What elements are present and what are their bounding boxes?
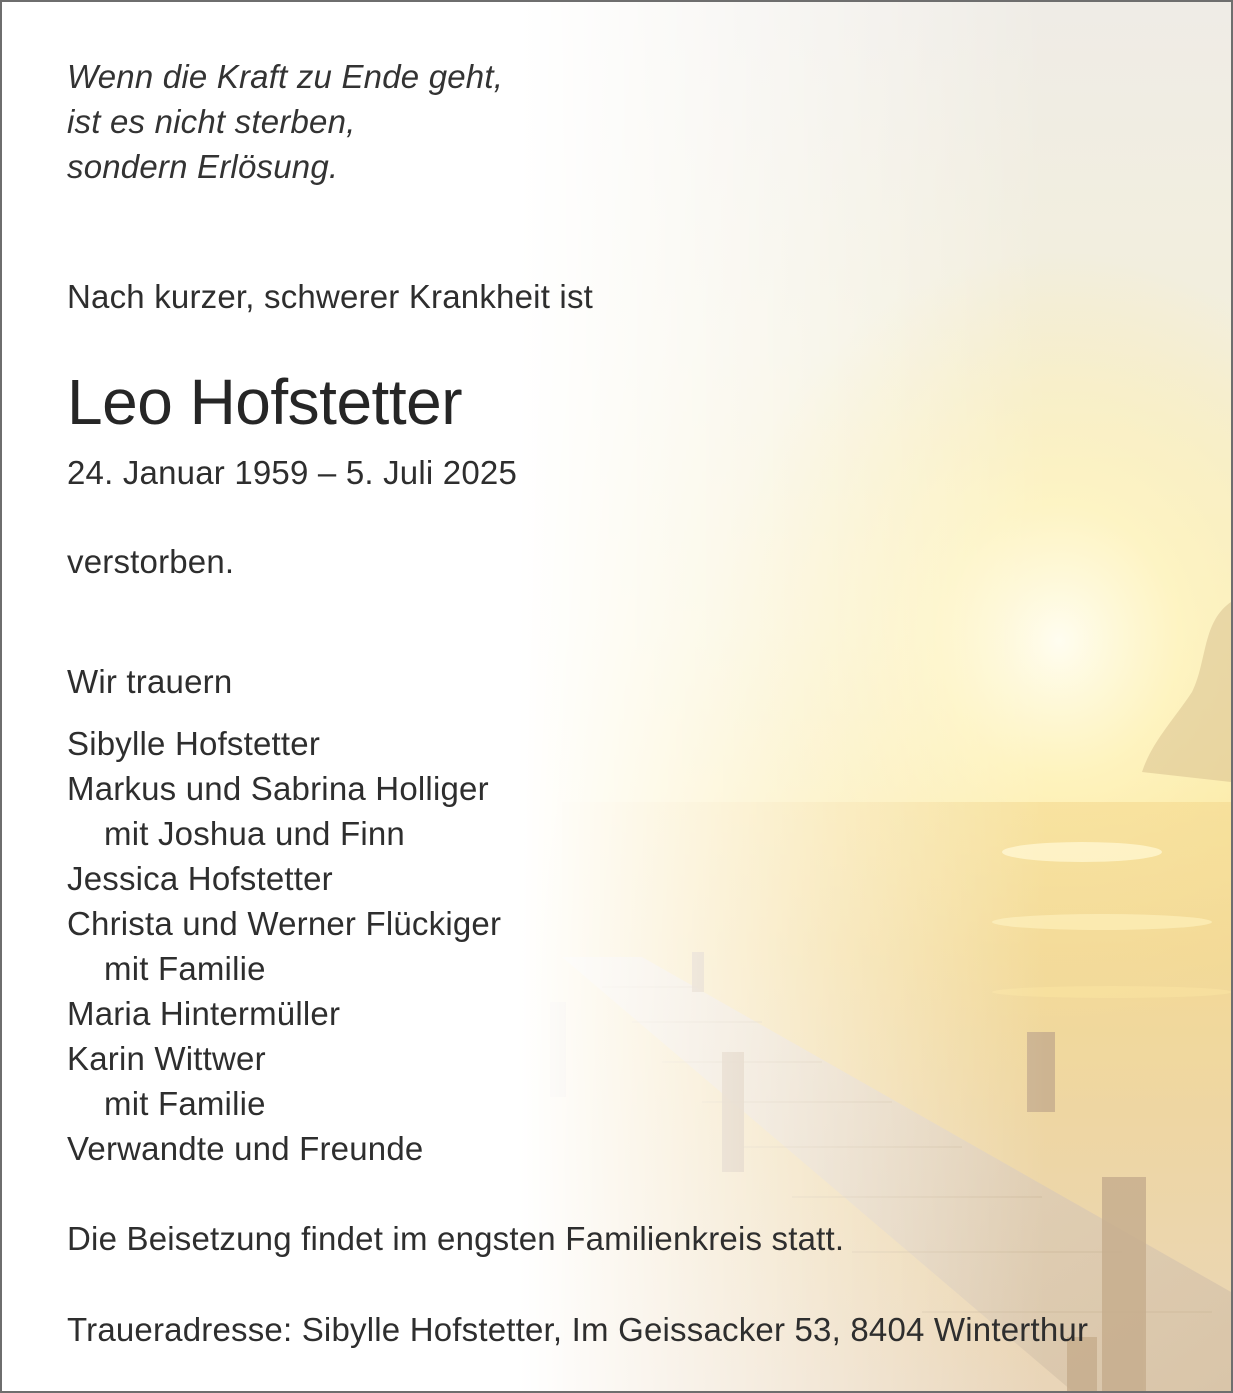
obituary-text (2, 2, 1231, 1391)
deceased-name: Leo Hofstetter (67, 366, 462, 438)
mourner-line: mit Joshua und Finn (104, 815, 405, 852)
mourner-line: Maria Hintermüller (67, 995, 341, 1032)
life-dates: 24. Januar 1959 – 5. Juli 2025 (67, 454, 518, 491)
motto-line-3: sondern Erlösung. (67, 148, 339, 185)
mourner-line: Verwandte und Freunde (67, 1130, 424, 1167)
mourner-line: Jessica Hofstetter (67, 860, 333, 897)
motto-line-2: ist es nicht sterben, (67, 103, 356, 140)
mourning-heading: Wir trauern (67, 663, 233, 700)
mourner-line: Sibylle Hofstetter (67, 725, 321, 762)
mourner-line: Markus und Sabrina Holliger (67, 770, 489, 807)
mourner-line: Karin Wittwer (67, 1040, 266, 1077)
mourner-line: mit Familie (104, 1085, 266, 1122)
mourner-line: Christa und Werner Flückiger (67, 905, 502, 942)
intro-text: Nach kurzer, schwerer Krankheit ist (67, 278, 594, 315)
funeral-note: Die Beisetzung findet im engsten Familienkreis statt. (67, 1220, 845, 1257)
motto-line-1: Wenn die Kraft zu Ende geht, (67, 58, 504, 95)
mourner-line: mit Familie (104, 950, 266, 987)
verb-text: verstorben. (67, 543, 235, 580)
mourning-address: Traueradresse: Sibylle Hofstetter, Im Geissacker 53, 8404 Winterthur (67, 1311, 1089, 1348)
